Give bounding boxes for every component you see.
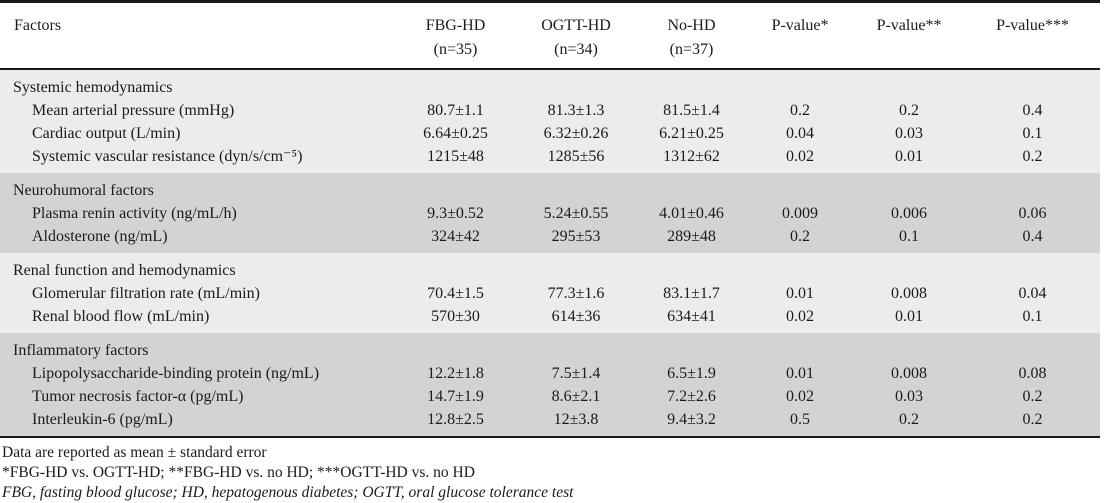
value-cell: 0.02 bbox=[747, 145, 853, 173]
value-cell: 6.32±0.26 bbox=[516, 122, 636, 145]
value-cell: 0.1 bbox=[965, 122, 1100, 145]
factor-label: Tumor necrosis factor-α (pg/mL) bbox=[0, 385, 395, 408]
column-header-pvalue-1 bbox=[747, 2, 853, 69]
value-cell: 77.3±1.6 bbox=[516, 282, 636, 305]
value-cell: 0.06 bbox=[965, 202, 1100, 225]
section-4 bbox=[0, 333, 1100, 437]
value-cell: 0.1 bbox=[853, 225, 965, 253]
value-cell: 0.2 bbox=[853, 99, 965, 122]
value-cell: 12.2±1.8 bbox=[395, 362, 516, 385]
column-header-no-hd bbox=[636, 2, 747, 69]
header-row bbox=[0, 2, 1100, 69]
group-name: No-HD bbox=[667, 17, 716, 34]
pvalue-label: P-value** bbox=[876, 17, 942, 34]
value-cell: 0.4 bbox=[965, 225, 1100, 253]
section-3 bbox=[0, 253, 1100, 333]
table-row bbox=[0, 362, 1100, 385]
column-header-pvalue-3 bbox=[965, 2, 1100, 69]
value-cell: 0.01 bbox=[853, 145, 965, 173]
table-row bbox=[0, 202, 1100, 225]
value-cell: 0.2 bbox=[747, 225, 853, 253]
value-cell: 1312±62 bbox=[636, 145, 747, 173]
value-cell: 81.5±1.4 bbox=[636, 99, 747, 122]
value-cell: 0.1 bbox=[965, 305, 1100, 333]
value-cell: 295±53 bbox=[516, 225, 636, 253]
pvalue-label: P-value* bbox=[771, 17, 829, 34]
section-title: Systemic hemodynamics bbox=[0, 69, 1100, 99]
value-cell: 0.08 bbox=[965, 362, 1100, 385]
section-title: Renal function and hemodynamics bbox=[0, 253, 1100, 282]
value-cell: 12.8±2.5 bbox=[395, 408, 516, 437]
section-title-row bbox=[0, 173, 1100, 202]
factors-label: Factors bbox=[14, 17, 62, 34]
group-n: (n=35) bbox=[433, 41, 478, 58]
value-cell: 4.01±0.46 bbox=[636, 202, 747, 225]
value-cell: 634±41 bbox=[636, 305, 747, 333]
table-row bbox=[0, 305, 1100, 333]
value-cell: 9.3±0.52 bbox=[395, 202, 516, 225]
factor-label: Renal blood flow (mL/min) bbox=[0, 305, 395, 333]
value-cell: 6.21±0.25 bbox=[636, 122, 747, 145]
table-row bbox=[0, 385, 1100, 408]
value-cell: 0.04 bbox=[965, 282, 1100, 305]
value-cell: 6.5±1.9 bbox=[636, 362, 747, 385]
value-cell: 0.02 bbox=[747, 385, 853, 408]
value-cell: 6.64±0.25 bbox=[395, 122, 516, 145]
factor-label: Mean arterial pressure (mmHg) bbox=[0, 99, 395, 122]
value-cell: 324±42 bbox=[395, 225, 516, 253]
table-row bbox=[0, 122, 1100, 145]
value-cell: 0.01 bbox=[853, 305, 965, 333]
value-cell: 0.008 bbox=[853, 362, 965, 385]
value-cell: 14.7±1.9 bbox=[395, 385, 516, 408]
footnote-mean-se: Data are reported as mean ± standard error bbox=[2, 443, 267, 461]
group-name: FBG-HD bbox=[425, 17, 486, 34]
value-cell: 0.006 bbox=[853, 202, 965, 225]
value-cell: 83.1±1.7 bbox=[636, 282, 747, 305]
value-cell: 80.7±1.1 bbox=[395, 99, 516, 122]
value-cell: 12±3.8 bbox=[516, 408, 636, 437]
section-title-row bbox=[0, 69, 1100, 99]
value-cell: 0.4 bbox=[965, 99, 1100, 122]
value-cell: 0.2 bbox=[965, 145, 1100, 173]
factor-label: Glomerular filtration rate (mL/min) bbox=[0, 282, 395, 305]
factor-label: Lipopolysaccharide-binding protein (ng/mL) bbox=[0, 362, 395, 385]
factor-label: Aldosterone (ng/mL) bbox=[0, 225, 395, 253]
column-header-fbg-hd bbox=[395, 2, 516, 69]
section-2 bbox=[0, 173, 1100, 253]
value-cell: 9.4±3.2 bbox=[636, 408, 747, 437]
value-cell: 1285±56 bbox=[516, 145, 636, 173]
value-cell: 289±48 bbox=[636, 225, 747, 253]
footnote-comparisons: *FBG-HD vs. OGTT-HD; **FBG-HD vs. no HD; ***OGTT-HD vs. no HD bbox=[2, 463, 475, 481]
factor-label: Interleukin-6 (pg/mL) bbox=[0, 408, 395, 437]
table-row bbox=[0, 408, 1100, 437]
value-cell: 70.4±1.5 bbox=[395, 282, 516, 305]
pvalue-label: P-value*** bbox=[996, 17, 1069, 34]
value-cell: 0.2 bbox=[853, 408, 965, 437]
value-cell: 0.03 bbox=[853, 385, 965, 408]
value-cell: 0.04 bbox=[747, 122, 853, 145]
value-cell: 7.5±1.4 bbox=[516, 362, 636, 385]
value-cell: 0.009 bbox=[747, 202, 853, 225]
value-cell: 0.5 bbox=[747, 408, 853, 437]
factor-label: Plasma renin activity (ng/mL/h) bbox=[0, 202, 395, 225]
value-cell: 8.6±2.1 bbox=[516, 385, 636, 408]
group-n: (n=37) bbox=[669, 41, 714, 58]
section-title-row bbox=[0, 333, 1100, 362]
table-row bbox=[0, 225, 1100, 253]
table-row bbox=[0, 145, 1100, 173]
table-header bbox=[0, 2, 1100, 69]
table-row bbox=[0, 282, 1100, 305]
value-cell: 81.3±1.3 bbox=[516, 99, 636, 122]
value-cell: 0.2 bbox=[965, 385, 1100, 408]
factor-label: Systemic vascular resistance (dyn/s/cm⁻⁵) bbox=[0, 145, 395, 173]
value-cell: 0.01 bbox=[747, 282, 853, 305]
section-title: Inflammatory factors bbox=[0, 333, 1100, 362]
value-cell: 5.24±0.55 bbox=[516, 202, 636, 225]
value-cell: 7.2±2.6 bbox=[636, 385, 747, 408]
value-cell: 0.2 bbox=[747, 99, 853, 122]
group-n: (n=34) bbox=[554, 41, 598, 58]
table-row bbox=[0, 99, 1100, 122]
value-cell: 0.008 bbox=[853, 282, 965, 305]
value-cell: 614±36 bbox=[516, 305, 636, 333]
section-title: Neurohumoral factors bbox=[0, 173, 1100, 202]
value-cell: 1215±48 bbox=[395, 145, 516, 173]
column-header-factors bbox=[0, 2, 395, 69]
section-1 bbox=[0, 69, 1100, 173]
value-cell: 0.2 bbox=[965, 408, 1100, 437]
footnote-abbreviations: FBG, fasting blood glucose; HD, hepatogenous diabetes; OGTT, oral glucose tolerance test bbox=[2, 483, 574, 501]
factor-label: Cardiac output (L/min) bbox=[0, 122, 395, 145]
column-header-ogtt-hd bbox=[516, 2, 636, 69]
table-footnotes bbox=[0, 438, 1102, 503]
group-name: OGTT-HD bbox=[541, 17, 611, 34]
section-title-row bbox=[0, 253, 1100, 282]
value-cell: 570±30 bbox=[395, 305, 516, 333]
column-header-pvalue-2 bbox=[853, 2, 965, 69]
value-cell: 0.03 bbox=[853, 122, 965, 145]
value-cell: 0.02 bbox=[747, 305, 853, 333]
value-cell: 0.01 bbox=[747, 362, 853, 385]
